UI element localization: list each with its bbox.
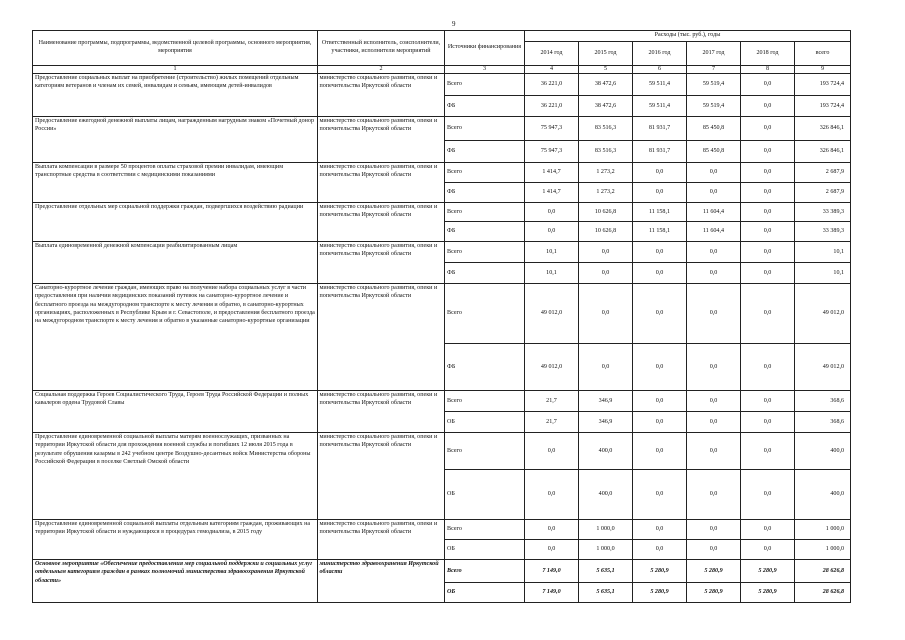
responsible-cell: министерство социального развития, опеки и попечительства Иркутской области — [318, 284, 445, 391]
year-value-cell: 0,0 — [633, 163, 687, 183]
year-value-cell: 5 635,1 — [579, 560, 633, 583]
program-name-cell: Предоставление единовременной социальной выплаты отдельным категориям граждан, проживающих на территории Иркутской области и нуждающихся в процедурах гемодиализа, в 2015 году — [33, 520, 318, 560]
header-responsible: Ответственный исполнитель, соисполнители, участники, исполнители мероприятий — [318, 31, 445, 66]
year-value-cell: 0,0 — [741, 203, 795, 222]
funding-source-cell: ОБ — [445, 583, 525, 603]
year-value-cell: 0,0 — [741, 391, 795, 412]
year-value-cell: 5 280,9 — [741, 583, 795, 603]
year-value-cell: 75 947,3 — [525, 141, 579, 163]
table-row — [33, 520, 851, 540]
column-index: 5 — [579, 66, 633, 74]
header-expenses: Расходы (тыс. руб.), годы — [525, 31, 851, 42]
year-value-cell: 400,0 — [579, 433, 633, 470]
funding-source-cell: Всего — [445, 117, 525, 141]
funding-source-cell: ОБ — [445, 540, 525, 560]
year-value-cell: 7 149,0 — [525, 583, 579, 603]
year-value-cell: 38 472,6 — [579, 74, 633, 96]
column-index: 2 — [318, 66, 445, 74]
responsible-cell: министерство социального развития, опеки и попечительства Иркутской области — [318, 433, 445, 520]
year-value-cell: 0,0 — [741, 412, 795, 433]
year-value-cell: 0,0 — [741, 470, 795, 520]
column-index: 3 — [445, 66, 525, 74]
year-value-cell: 0,0 — [525, 203, 579, 222]
program-name-cell: Предоставление единовременной социальной выплаты матерям военнослужащих, призванных на территории Иркутской области для прохождения военной службы и погибших 12 июля 2015 года в результате обрушения казармы в 242 учебном центре Воздушно-десантных войск Министерства обороны Российской Федерации в поселке Светлый Омской области — [33, 433, 318, 520]
year-value-cell: 0,0 — [579, 242, 633, 263]
column-index: 7 — [687, 66, 741, 74]
year-value-cell: 0,0 — [525, 470, 579, 520]
year-value-cell: 11 158,1 — [633, 203, 687, 222]
year-value-cell: 0,0 — [687, 391, 741, 412]
year-value-cell: 0,0 — [633, 242, 687, 263]
total-value-cell: 33 389,3 — [795, 222, 851, 242]
responsible-cell: министерство социального развития, опеки и попечительства Иркутской области — [318, 74, 445, 117]
year-value-cell: 49 012,0 — [525, 344, 579, 391]
year-value-cell: 0,0 — [579, 344, 633, 391]
year-value-cell: 1 273,2 — [579, 183, 633, 203]
year-value-cell: 0,0 — [525, 222, 579, 242]
year-value-cell: 0,0 — [741, 163, 795, 183]
total-value-cell: 400,0 — [795, 470, 851, 520]
table-row — [33, 560, 851, 583]
year-value-cell: 0,0 — [741, 540, 795, 560]
total-value-cell: 1 000,0 — [795, 520, 851, 540]
funding-source-cell: Всего — [445, 203, 525, 222]
year-value-cell: 0,0 — [687, 242, 741, 263]
funding-source-cell: Всего — [445, 433, 525, 470]
total-value-cell: 326 846,1 — [795, 141, 851, 163]
year-value-cell: 0,0 — [579, 263, 633, 284]
funding-source-cell: ФБ — [445, 183, 525, 203]
total-value-cell: 400,0 — [795, 433, 851, 470]
funding-source-cell: ФБ — [445, 344, 525, 391]
funding-source-cell: ФБ — [445, 263, 525, 284]
year-value-cell: 0,0 — [633, 391, 687, 412]
total-value-cell: 10,1 — [795, 242, 851, 263]
year-value-cell: 10 626,8 — [579, 222, 633, 242]
year-value-cell: 11 158,1 — [633, 222, 687, 242]
responsible-cell: министерство социального развития, опеки и попечительства Иркутской области — [318, 203, 445, 242]
year-value-cell: 59 519,4 — [687, 96, 741, 117]
column-index: 9 — [795, 66, 851, 74]
year-value-cell: 0,0 — [741, 74, 795, 96]
table-row — [33, 203, 851, 222]
year-value-cell: 0,0 — [741, 222, 795, 242]
funding-source-cell: ОБ — [445, 470, 525, 520]
year-value-cell: 11 604,4 — [687, 203, 741, 222]
total-value-cell: 33 389,3 — [795, 203, 851, 222]
year-value-cell: 7 149,0 — [525, 560, 579, 583]
responsible-cell: министерство социального развития, опеки и попечительства Иркутской области — [318, 117, 445, 163]
year-value-cell: 85 450,8 — [687, 141, 741, 163]
funding-source-cell: Всего — [445, 74, 525, 96]
year-value-cell: 1 414,7 — [525, 183, 579, 203]
year-value-cell: 36 221,0 — [525, 96, 579, 117]
header-year: 2014 год — [525, 42, 579, 66]
funding-source-cell: ОБ — [445, 412, 525, 433]
column-index: 4 — [525, 66, 579, 74]
funding-source-cell: ФБ — [445, 222, 525, 242]
year-value-cell: 1 000,0 — [579, 540, 633, 560]
year-value-cell: 1 414,7 — [525, 163, 579, 183]
program-name-cell: Предоставление ежегодной денежной выплаты лицам, награжденным нагрудным знаком «Почетный донор России» — [33, 117, 318, 163]
funding-source-cell: ФБ — [445, 141, 525, 163]
program-name-cell: Предоставление социальных выплат на приобретение (строительство) жилых помещений отдельным категориям ветеранов и членам их семей, инвалидам и семьям, имеющим детей-инвалидов — [33, 74, 318, 117]
total-value-cell: 326 846,1 — [795, 117, 851, 141]
year-value-cell: 0,0 — [633, 520, 687, 540]
program-name-cell: Выплата единовременной денежной компенсации реабилитированным лицам — [33, 242, 318, 284]
header-year: 2015 год — [579, 42, 633, 66]
year-value-cell: 0,0 — [687, 470, 741, 520]
year-value-cell: 5 280,9 — [633, 560, 687, 583]
year-value-cell: 400,0 — [579, 470, 633, 520]
column-index: 8 — [741, 66, 795, 74]
year-value-cell: 0,0 — [525, 540, 579, 560]
total-value-cell: 10,1 — [795, 263, 851, 284]
program-name-cell: Предоставление отдельных мер социальной поддержки граждан, подвергшихся воздействию радиации — [33, 203, 318, 242]
total-value-cell: 2 687,9 — [795, 163, 851, 183]
year-value-cell: 0,0 — [741, 433, 795, 470]
year-value-cell: 0,0 — [741, 344, 795, 391]
year-value-cell: 83 516,3 — [579, 117, 633, 141]
responsible-cell: министерство социального развития, опеки и попечительства Иркутской области — [318, 391, 445, 433]
table-row — [33, 117, 851, 141]
column-index-row — [33, 66, 851, 74]
table-row — [33, 163, 851, 183]
year-value-cell: 49 012,0 — [525, 284, 579, 344]
year-value-cell: 0,0 — [687, 284, 741, 344]
funding-source-cell: Всего — [445, 520, 525, 540]
responsible-cell: министерство здравоохранения Иркутской области — [318, 560, 445, 603]
year-value-cell: 0,0 — [633, 344, 687, 391]
year-value-cell: 0,0 — [687, 163, 741, 183]
year-value-cell: 0,0 — [633, 284, 687, 344]
total-value-cell: 368,6 — [795, 412, 851, 433]
year-value-cell: 81 931,7 — [633, 117, 687, 141]
total-value-cell: 49 012,0 — [795, 284, 851, 344]
year-value-cell: 59 511,4 — [633, 74, 687, 96]
year-value-cell: 0,0 — [741, 284, 795, 344]
program-name-cell: Санаторно-курортное лечение граждан, имеющих право на получение набора социальных услуг в части предоставления при наличии медицинских показаний путевок на санаторно-курортное лечение и бесплатного проезда на междугородном транспорте к месту лечения и обратно, в санаторно-курортных организациях, расположенных в Республике Крым и г. Севастополе, и предоставления бесплатного проезда на междугородном транспорте к месту лечения и обратно в указанные санаторно-курортные организации — [33, 284, 318, 391]
column-index: 1 — [33, 66, 318, 74]
year-value-cell: 0,0 — [741, 96, 795, 117]
year-value-cell: 0,0 — [633, 263, 687, 284]
program-name-cell: Социальная поддержка Героев Социалистического Труда, Героев Труда Российской Федерации и полных кавалеров ордена Трудовой Славы — [33, 391, 318, 433]
table-row — [33, 284, 851, 344]
funding-source-cell: Всего — [445, 163, 525, 183]
year-value-cell: 0,0 — [741, 141, 795, 163]
table-body — [33, 74, 851, 603]
year-value-cell: 10 626,8 — [579, 203, 633, 222]
year-value-cell: 0,0 — [579, 284, 633, 344]
header-year: 2017 год — [687, 42, 741, 66]
year-value-cell: 10,1 — [525, 263, 579, 284]
year-value-cell: 0,0 — [633, 540, 687, 560]
table-row — [33, 391, 851, 412]
year-value-cell: 10,1 — [525, 242, 579, 263]
total-value-cell: 193 724,4 — [795, 96, 851, 117]
total-value-cell: 49 012,0 — [795, 344, 851, 391]
year-value-cell: 0,0 — [741, 183, 795, 203]
funding-source-cell: Всего — [445, 284, 525, 344]
table-row — [33, 433, 851, 470]
total-value-cell: 28 626,8 — [795, 560, 851, 583]
year-value-cell: 85 450,8 — [687, 117, 741, 141]
year-value-cell: 0,0 — [741, 263, 795, 284]
year-value-cell: 0,0 — [741, 520, 795, 540]
funding-source-cell: ФБ — [445, 96, 525, 117]
year-value-cell: 0,0 — [633, 412, 687, 433]
year-value-cell: 5 635,1 — [579, 583, 633, 603]
year-value-cell: 11 604,4 — [687, 222, 741, 242]
year-value-cell: 5 280,9 — [741, 560, 795, 583]
total-value-cell: 2 687,9 — [795, 183, 851, 203]
funding-source-cell: Всего — [445, 391, 525, 412]
funding-source-cell: Всего — [445, 560, 525, 583]
total-value-cell: 368,6 — [795, 391, 851, 412]
header-year: 2016 год — [633, 42, 687, 66]
program-name-cell: Основное мероприятие «Обеспечение предоставления мер социальной поддержки и социальных услуг отдельным категориям граждан в рамках полномочий министерства здравоохранения Иркутской области» — [33, 560, 318, 603]
year-value-cell: 5 280,9 — [687, 560, 741, 583]
year-value-cell: 1 000,0 — [579, 520, 633, 540]
header-name: Наименование программы, подпрограммы, ведомственной целевой программы, основного мероприятия, мероприятия — [33, 31, 318, 66]
year-value-cell: 0,0 — [687, 520, 741, 540]
year-value-cell: 38 472,6 — [579, 96, 633, 117]
year-value-cell: 0,0 — [687, 412, 741, 433]
year-value-cell: 0,0 — [687, 540, 741, 560]
year-value-cell: 0,0 — [687, 263, 741, 284]
table-row — [33, 242, 851, 263]
table-row — [33, 74, 851, 96]
year-value-cell: 21,7 — [525, 412, 579, 433]
year-value-cell: 0,0 — [741, 242, 795, 263]
year-value-cell: 1 273,2 — [579, 163, 633, 183]
year-value-cell: 21,7 — [525, 391, 579, 412]
year-value-cell: 81 931,7 — [633, 141, 687, 163]
year-value-cell: 5 280,9 — [687, 583, 741, 603]
funding-source-cell: Всего — [445, 242, 525, 263]
year-value-cell: 346,9 — [579, 412, 633, 433]
year-value-cell: 0,0 — [633, 183, 687, 203]
total-value-cell: 28 626,8 — [795, 583, 851, 603]
page-number: 9 — [452, 20, 456, 28]
year-value-cell: 0,0 — [687, 183, 741, 203]
year-value-cell: 83 516,3 — [579, 141, 633, 163]
program-name-cell: Выплата компенсации в размере 50 процентов оплаты страховой премии инвалидам, имеющим транспортные средства в соответствии с медицинскими показаниями — [33, 163, 318, 203]
year-value-cell: 59 519,4 — [687, 74, 741, 96]
year-value-cell: 0,0 — [633, 470, 687, 520]
responsible-cell: министерство социального развития, опеки и попечительства Иркутской области — [318, 520, 445, 560]
year-value-cell: 0,0 — [525, 433, 579, 470]
responsible-cell: министерство социального развития, опеки и попечительства Иркутской области — [318, 163, 445, 203]
year-value-cell: 0,0 — [525, 520, 579, 540]
year-value-cell: 0,0 — [741, 117, 795, 141]
year-value-cell: 346,9 — [579, 391, 633, 412]
year-value-cell: 0,0 — [687, 433, 741, 470]
total-value-cell: 193 724,4 — [795, 74, 851, 96]
year-value-cell: 75 947,3 — [525, 117, 579, 141]
year-value-cell: 5 280,9 — [633, 583, 687, 603]
header-sources: Источники финансирования — [445, 31, 525, 66]
total-value-cell: 1 000,0 — [795, 540, 851, 560]
year-value-cell: 59 511,4 — [633, 96, 687, 117]
year-value-cell: 0,0 — [687, 344, 741, 391]
year-value-cell: 0,0 — [633, 433, 687, 470]
expenses-table — [32, 30, 851, 603]
column-index: 6 — [633, 66, 687, 74]
header-total: всего — [795, 42, 851, 66]
year-value-cell: 36 221,0 — [525, 74, 579, 96]
header-year: 2018 год — [741, 42, 795, 66]
responsible-cell: министерство социального развития, опеки и попечительства Иркутской области — [318, 242, 445, 284]
